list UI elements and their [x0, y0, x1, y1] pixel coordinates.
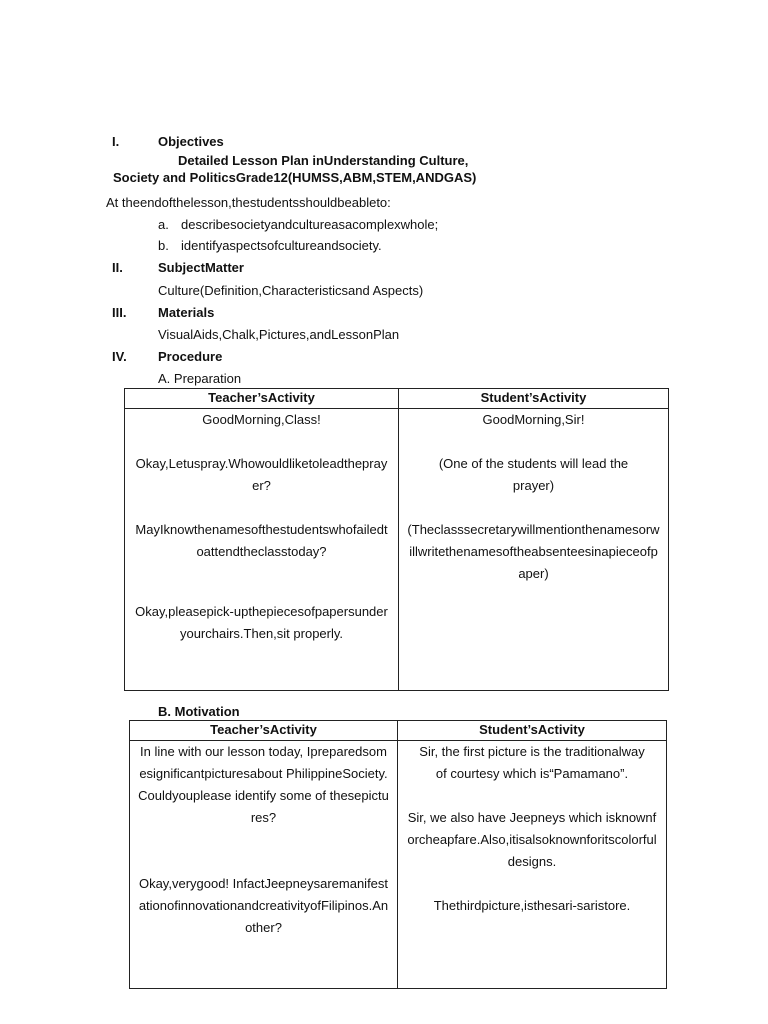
student-line: Sir, the first picture is the traditionalway of courtesy which is“Pamamano”.	[419, 744, 645, 781]
column-header-student: Student’sActivity	[398, 721, 667, 741]
plan-title-line2: Society and PoliticsGrade12(HUMSS,ABM,STEM,ANDGAS)	[113, 170, 477, 185]
table-row	[130, 741, 667, 989]
teacher-line: MayIknowthenamesofthestudentswhofailedtoattendtheclasstoday?	[135, 522, 388, 559]
subject-matter-text: Culture(Definition,Characteristicsand Aspects)	[158, 283, 424, 298]
section-title-materials: Materials	[158, 305, 215, 320]
teacher-line: In line with our lesson today, Ipreparedsomesignificantpicturesabout PhilippineSociety.Couldyouplease identify some of thesepictures?	[138, 744, 389, 825]
teacher-line: Okay,Letuspray.Whowouldliketoleadtheprayer?	[135, 456, 388, 493]
section-title-objectives: Objectives	[158, 134, 224, 149]
section-number-materials: III.	[112, 305, 127, 320]
intro-text: At theendofthelesson,thestudentsshouldbeableto:	[106, 195, 391, 210]
student-line: (One of the students will lead theprayer)	[438, 456, 629, 493]
column-header-teacher: Teacher’sActivity	[130, 721, 398, 741]
objective-marker-b: b.	[158, 238, 169, 253]
table-header-row	[125, 389, 669, 409]
section-title-subject: SubjectMatter	[158, 260, 244, 275]
motivation-heading: B. Motivation	[158, 704, 240, 719]
materials-text: VisualAids,Chalk,Pictures,andLessonPlan	[158, 327, 400, 342]
section-number-subject: II.	[112, 260, 123, 275]
teacher-activity-cell	[130, 741, 398, 989]
column-header-teacher: Teacher’sActivity	[125, 389, 399, 409]
teacher-line: GoodMorning,Class!	[202, 412, 321, 427]
student-activity-cell	[398, 741, 667, 989]
student-line: GoodMorning,Sir!	[482, 412, 585, 427]
section-number-procedure: IV.	[112, 349, 127, 364]
student-activity-cell	[399, 409, 669, 691]
column-header-student: Student’sActivity	[399, 389, 669, 409]
objective-item-b: identifyaspectsofcultureandsociety.	[181, 238, 382, 253]
teacher-line: Okay,verygood! InfactJeepneysaremanifestationofinnovationandcreativityofFilipinos.Another?	[138, 876, 389, 935]
section-title-procedure: Procedure	[158, 349, 223, 364]
objective-marker-a: a.	[158, 217, 169, 232]
preparation-table	[124, 388, 669, 691]
objective-item-a: describesocietyandcultureasacomplexwhole;	[181, 217, 439, 232]
teacher-line: Okay,pleasepick-upthepiecesofpapersunderyourchairs.Then,sit properly.	[135, 604, 388, 641]
preparation-heading: A. Preparation	[158, 371, 242, 386]
plan-title-line1: Detailed Lesson Plan inUnderstanding Culture,	[178, 153, 469, 168]
teacher-activity-cell	[125, 409, 399, 691]
table-row	[125, 409, 669, 691]
section-number-objectives: I.	[112, 134, 120, 149]
student-line: Thethirdpicture,isthesari-saristore.	[433, 898, 631, 913]
table-header-row	[130, 721, 667, 741]
motivation-table	[129, 720, 667, 989]
student-line: (Theclasssecretarywillmentionthenamesorwillwritethenamesoftheabsenteesinapieceofpaper)	[407, 522, 660, 581]
student-line: Sir, we also have Jeepneys which isknownforcheapfare.Also,itisalsoknownforitscolorfuldesigns.	[407, 810, 657, 869]
